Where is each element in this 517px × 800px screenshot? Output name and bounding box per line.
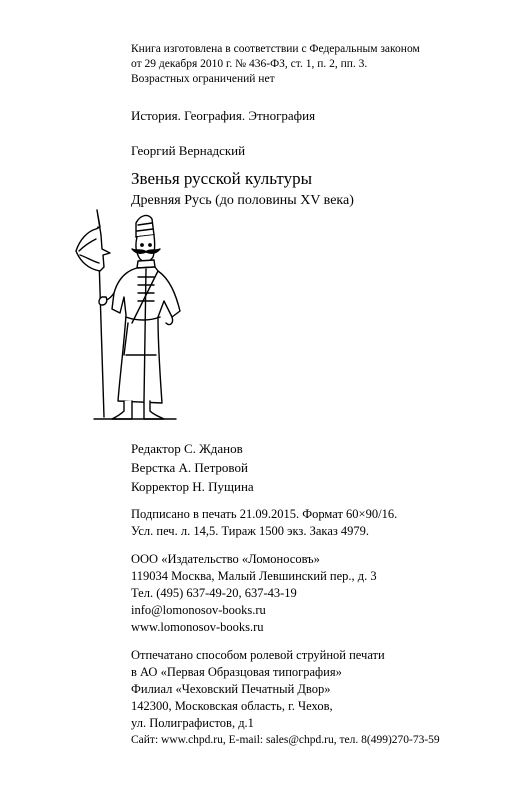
proofreader-credit: Корректор Н. Пущина	[131, 479, 254, 494]
publisher-address: 119034 Москва, Малый Левшинский пер., д. 3	[131, 569, 377, 583]
printer-name: в АО «Первая Образцовая типография»	[131, 665, 342, 679]
series-line: История. География. Этнография	[131, 108, 316, 123]
print-info-line: Подписано в печать 21.09.2015. Формат 60×90/16.	[131, 507, 398, 521]
printer-line: Отпечатано способом ролевой струйной печати	[131, 648, 385, 662]
printer-branch: Филиал «Чеховский Печатный Двор»	[131, 682, 331, 696]
layout-credit: Верстка А. Петровой	[131, 460, 248, 475]
print-info-line: Усл. печ. л. 14,5. Тираж 1500 экз. Заказ 4979.	[131, 524, 370, 538]
book-subtitle: Древняя Русь (до половины XV века)	[131, 193, 354, 208]
publisher-website: www.lomonosov-books.ru	[131, 620, 264, 634]
age-restriction: Возрастных ограничений нет	[131, 73, 275, 85]
book-title: Звенья русской культуры	[131, 169, 313, 188]
legal-line: Книга изготовлена в соответствии с Федеральным законом	[131, 43, 420, 55]
printer-street: ул. Полиграфистов, д.1	[131, 716, 254, 730]
publisher-email: info@lomonosov-books.ru	[131, 603, 266, 617]
publisher-phone: Тел. (495) 637-49-20, 637-43-19	[131, 586, 297, 600]
legal-line: от 29 декабря 2010 г. № 436-ФЗ, ст. 1, п. 2, пп. 3.	[131, 58, 368, 70]
guard-illustration	[66, 205, 206, 425]
publisher-name: ООО «Издательство «Ломоносовъ»	[131, 552, 320, 566]
printer-contacts: Сайт: www.chpd.ru, E-mail: sales@chpd.ru, тел. 8(499)270-73-59	[131, 734, 440, 746]
editor-credit: Редактор С. Жданов	[131, 441, 243, 456]
printer-address: 142300, Московская область, г. Чехов,	[131, 699, 333, 713]
author-name: Георгий Вернадский	[131, 143, 246, 158]
